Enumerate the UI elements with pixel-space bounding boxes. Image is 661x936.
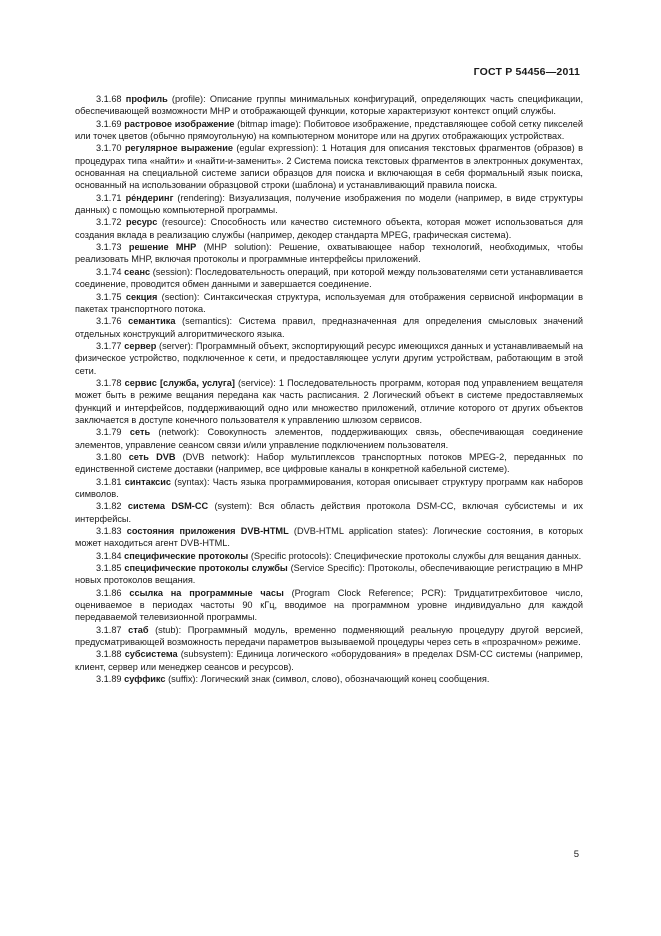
entry-definition: (system): Вся область действия протокола DSM-CC, включая субсистемы и их интерфейсы. [75,501,583,524]
entry-number: 3.1.88 [96,649,122,660]
entry-definition: (syntax): Часть языка программирования, которая описывает структуру программ как наборов символов. [75,476,583,499]
entry-number: 3.1.68 [96,94,122,104]
entry-definition: (section): Синтаксическая структура, используемая для отображения сервисной информации в пакетах транспортного потока. [75,291,583,314]
entry-definition: (egular expression): 1 Нотация для описания текстовых фрагментов (образов) в процедурах типа «найти» и «найти-и-заменить». 2 Система поиска текстовых фрагментов в электронных документах, основанная на специальной системе записи образцов для поиска и включающая в себя формальный язык поиска, основанный на использовании образцовой строки (шаблона) и устанавливающий правила поиска. [75,143,583,191]
entry-term: специфические протоколы [124,550,249,561]
entry-number: 3.1.69 [96,118,122,129]
definition-entry [75,550,583,562]
entry-term: система DSM-CC [127,501,209,512]
entry-term: субсистема [124,649,178,660]
definition-entry [75,192,583,217]
entry-number: 3.1.79 [96,427,122,438]
definition-entry [75,93,583,118]
entry-term: сеть [129,427,151,438]
page-number: 5 [573,849,579,860]
entry-number: 3.1.74 [96,266,122,277]
entry-number: 3.1.70 [96,143,122,154]
entry-term: ссылка на программные часы [129,587,284,598]
entry-number: 3.1.73 [96,242,122,253]
entry-term: сервис [служба, услуга] [124,377,235,388]
entry-definition: (DVB network): Набор мультиплексов транспортных потоков MPEG-2, переданных по единственной системе доставки (например, все цифровые каналы в конкретной кабельной системе). [75,451,583,475]
definition-entry [75,118,583,143]
entry-term: решение МНР [128,242,197,253]
entry-term: состояния приложения DVB-HTML [126,526,289,537]
entry-term: синтаксис [124,476,172,487]
entry-definition: (session): Последовательность операций, при которой между пользователями сети устанавливается соединение, проводится обмен данными и завершается соединение. [75,266,583,290]
entry-number: 3.1.80 [96,451,122,462]
entry-definition: (semantics): Система правил, предназначенная для определения смысловых значений отдельных конструкций алгоритмического языка. [75,316,583,339]
entry-number: 3.1.77 [96,340,122,351]
entry-definition: (suffix): Логический знак (символ, слово), обозначающий конец сообщения. [165,674,490,685]
definition-entry [75,500,583,525]
document-header: ГОСТ Р 54456—2011 [473,66,580,78]
definition-entry [75,673,583,685]
definition-entry [75,241,583,266]
entry-definition: (Specific protocols): Специфические протоколы службы для вещания данных. [248,550,582,561]
entry-term: растровое изображение [124,118,235,129]
entry-term: ресурс [125,217,158,228]
definition-entry [75,426,583,451]
entry-number: 3.1.71 [96,192,122,203]
entry-definition: (stub): Программный модуль, временно подменяющий реальную процедуру другой версией, предусматривающей возможность передачи параметров вызываемой процедуры через сеть в «прозрачном» режиме. [75,624,583,648]
definition-entry [75,624,583,649]
entry-number: 3.1.76 [96,316,122,327]
entry-definition: (rendering): Визуализация, получение изображения по модели (например, в виде структуры данных) с помощью компьютерной программы. [75,192,583,216]
definition-entry [75,266,583,291]
entry-number: 3.1.75 [96,291,122,302]
definition-entry [75,377,583,426]
entry-definition: (profile): Описание группы минимальных конфигураций, определяющих часть спецификации, обеспечивающей возможности МНР и отображающей функции, которые характеризуют контекст опций службы. [75,94,583,117]
entry-term: суффикс [124,674,166,685]
entry-definition: (bitmap image): Побитовое изображение, представляющее собой сетку пикселей или точек цветов (обычно прямоугольную) на компьютерном мониторе или на других отображающих устройствах. [75,118,583,142]
entry-number: 3.1.89 [96,674,122,685]
entry-term: сервер [124,340,157,351]
entry-term: специфические протоколы службы [124,563,288,574]
definition-entry [75,451,583,476]
entry-number: 3.1.85 [96,563,122,574]
definition-entry [75,315,583,340]
entry-definition: (DVB-HTML application states): Логические состояния, в которых может находиться агент DVB-HTML. [75,526,583,549]
entry-term: семантика [128,316,176,327]
entry-number: 3.1.87 [96,624,122,635]
entry-number: 3.1.82 [96,501,122,512]
entry-number: 3.1.81 [96,476,122,487]
entry-term: секция [125,291,158,302]
entry-definition: (МНР solution): Решение, охватывающее набор технологий, необходимых, чтобы реализовать МНР, включая протоколы и программные интерфейсы приложений. [75,242,583,265]
definition-entry [75,562,583,587]
definition-entry [75,587,583,624]
definition-entry [75,476,583,501]
definition-entry [75,340,583,377]
definition-entry [75,648,583,673]
entry-term: регулярное выражение [124,143,233,154]
entry-definition: (server): Программный объект, экспортирующий ресурс имеющихся данных и устанавливаемый на физическое устройство, подключенное к сети, и предоставляющее услуги другим устройствам, работающим в этой сети. [75,340,583,376]
definitions-list [75,93,583,686]
definition-entry [75,142,583,191]
entry-term: сеть DVB [128,451,176,462]
entry-number: 3.1.86 [96,587,122,598]
entry-number: 3.1.84 [96,550,122,561]
entry-term: ре́ндеринг [125,192,174,203]
entry-number: 3.1.72 [96,217,122,228]
definition-entry [75,216,583,241]
entry-number: 3.1.83 [96,526,122,537]
entry-definition: (subsystem): Единица логического «оборудования» в пределах DSM-CC системы (например, клиент, сервер или менеджер сеансов и ресурсов). [75,649,583,672]
definition-entry [75,291,583,316]
entry-definition: (service): 1 Последовательность программ, которая под управлением вещателя может быть в режиме вещания передана как часть расписания. 2 Логический объект в системе предоставляемых функций и интерфейсов, поддерживающий одно или множество приложений, отличие которого от других объектов заключается в доступе конечного пользователя к управлению шлюзом сервисов. [75,377,583,425]
entry-definition: (Program Clock Reference; PCR): Тридцатитрехбитовое число, оцениваемое в периодах частоты 90 кГц, вводимое на программном уровне индивидуально для каждой передаваемой телевизионной программы. [75,587,583,623]
entry-number: 3.1.78 [96,377,122,388]
entry-term: стаб [128,624,149,635]
definition-entry [75,525,583,550]
entry-definition: (resource): Способность или качество системного объекта, которая может использоваться для создания вклада в реализацию службы (например, декодер стандарта MPEG, графическая система). [75,217,583,240]
entry-term: сеанс [124,266,151,277]
entry-term: профиль [125,94,168,104]
entry-definition: (Service Specific): Протоколы, обеспечивающие регистрацию в МНР новых протоколов вещания. [75,563,584,586]
entry-definition: (network): Совокупность элементов, поддерживающих связь, обеспечивающая соединение элементов, управление сеансом связи и/или управление подключением пользователя. [75,427,583,450]
